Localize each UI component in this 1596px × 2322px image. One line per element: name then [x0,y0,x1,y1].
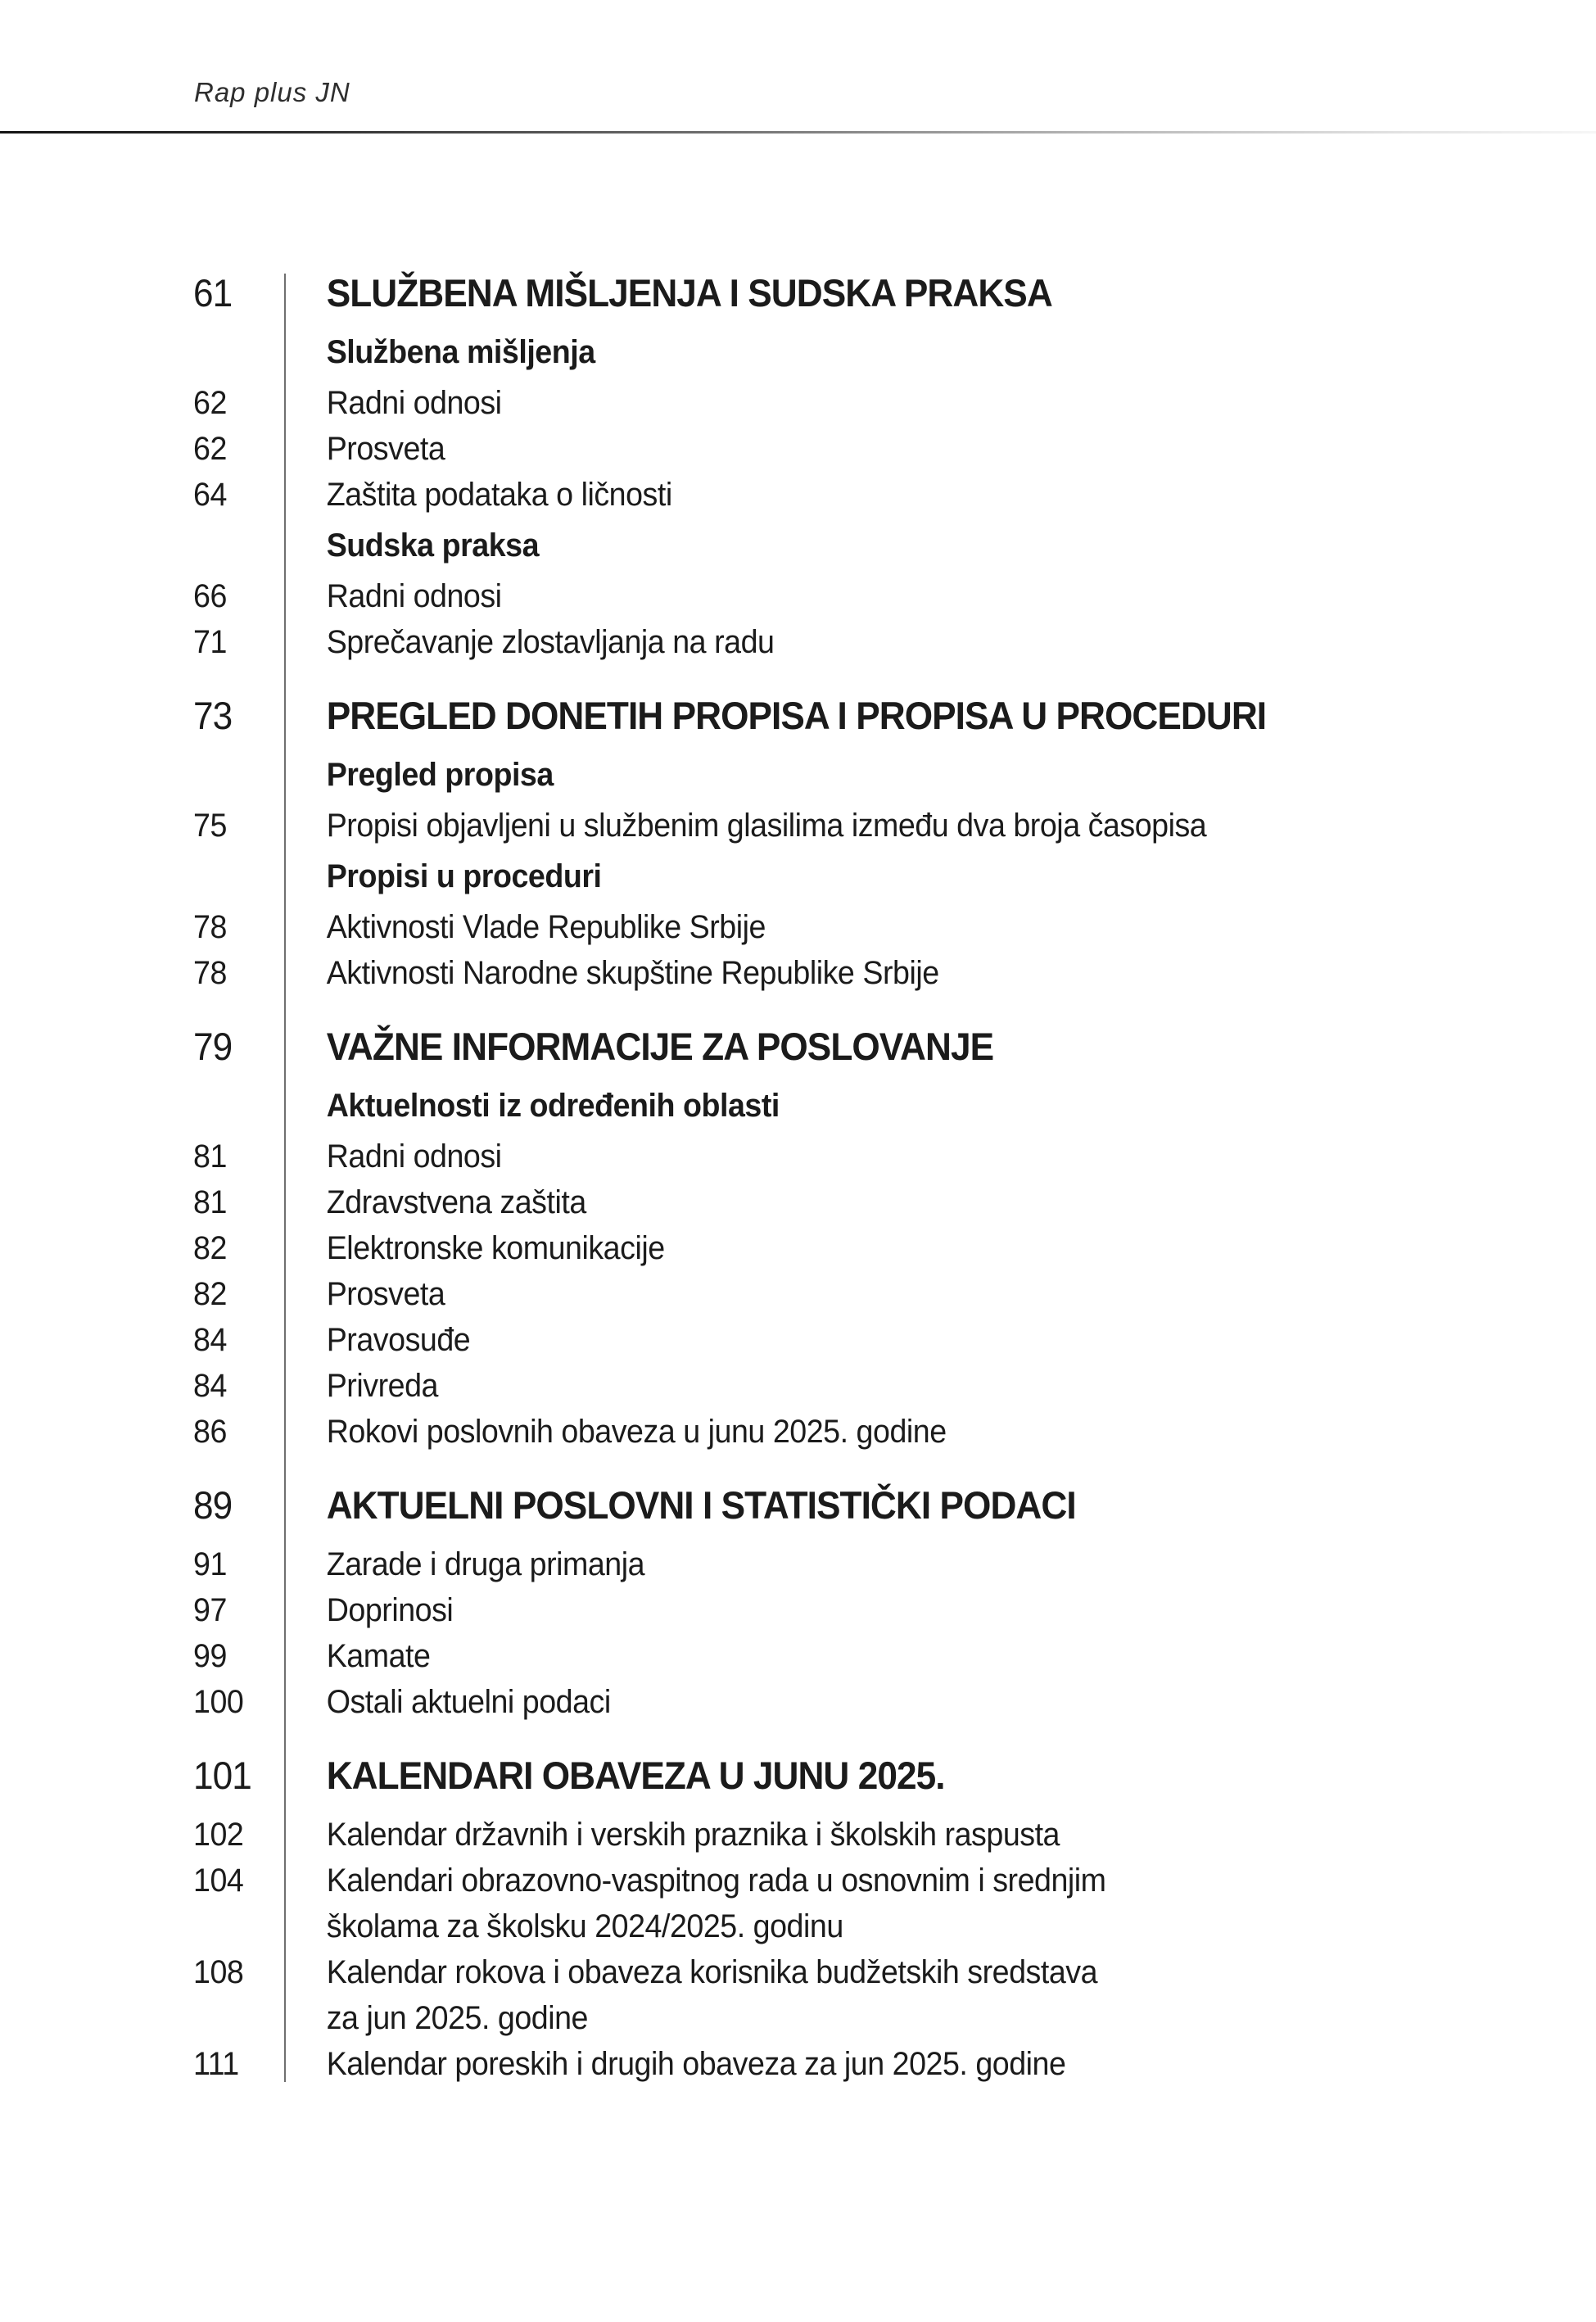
page-number: 81 [193,1138,227,1175]
toc-entry-row [193,950,1471,996]
toc-section-row [193,1479,1471,1532]
table-of-contents [193,242,1471,2087]
entry-title [284,619,774,665]
page-number: 102 [193,1817,244,1853]
toc-entry-row [193,1317,1471,1363]
toc-entry-row [193,426,1471,472]
page-number: 66 [193,578,227,614]
toc-entry-row [193,1949,1471,2041]
toc-section-row [193,690,1471,742]
entry-title [284,1271,445,1317]
toc-rows [193,267,1471,2087]
page-number: 64 [193,477,227,513]
entry-title-line: Doprinosi [326,1592,454,1628]
entry-title [284,1317,470,1363]
entry-title [284,2041,1065,2087]
entry-title-line: Pregled propisa [326,757,554,793]
page-number: 89 [193,1483,233,1527]
entry-title [284,1021,993,1073]
toc-entry-row [193,1633,1471,1679]
page-number: 111 [193,2046,239,2082]
toc-subheading-row [193,853,1471,899]
entry-title [284,904,766,950]
page-number: 99 [193,1638,227,1674]
page-number: 84 [193,1322,227,1358]
page-number: 91 [193,1546,227,1582]
entry-title-line: KALENDARI OBAVEZA U JUNU 2025. [326,1754,945,1797]
toc-entry-row [193,1134,1471,1179]
entry-title [284,1134,502,1179]
entry-title-line: Ostali aktuelni podaci [326,1684,611,1720]
entry-title [284,803,1206,849]
toc-entry-row [193,472,1471,518]
entry-title-line: AKTUELNI POSLOVNI I STATISTIČKI PODACI [326,1483,1076,1527]
entry-title-line: Elektronske komunikacije [326,1230,665,1266]
page-number: 78 [193,955,227,991]
entry-title-line: Propisi u proceduri [326,858,602,894]
entry-title-line: Aktuelnosti iz određenih oblasti [326,1088,780,1124]
entry-title-line: SLUŽBENA MIŠLJENJA I SUDSKA PRAKSA [326,271,1052,315]
toc-entry-row [193,1409,1471,1455]
entry-title-line: Kalendar rokova i obaveza korisnika budžetskih sredstava [326,1954,1098,1990]
toc-entry-row [193,1587,1471,1633]
brand-title: Rap plus JN [194,77,350,107]
toc-entry-row [193,1679,1471,1725]
entry-title-line: Rokovi poslovnih obaveza u junu 2025. godine [326,1414,947,1450]
entry-title-line: Sudska praksa [326,527,540,564]
entry-title-line: Zdravstvena zaštita [326,1184,586,1220]
page-number: 82 [193,1276,227,1312]
entry-title [284,1225,665,1271]
entry-title [284,1679,611,1725]
entry-title-line: VAŽNE INFORMACIJE ZA POSLOVANJE [326,1025,994,1068]
entry-title-line: PREGLED DONETIH PROPISA I PROPISA U PROCEDURI [326,694,1267,737]
toc-section-row [193,1749,1471,1802]
page-number: 108 [193,1954,244,1990]
page-number: 100 [193,1684,244,1720]
entry-title [284,1083,780,1129]
toc-entry-row [193,904,1471,950]
page-number: 97 [193,1592,227,1628]
entry-title-line: za jun 2025. godine [326,2000,589,2036]
page-number: 79 [193,1025,233,1068]
entry-title-line: školama za školsku 2024/2025. godinu [326,1908,843,1944]
entry-title [284,1633,430,1679]
entry-title-line: Aktivnosti Narodne skupštine Republike Srbije [326,955,939,991]
entry-title-line: Propisi objavljeni u službenim glasilima između dva broja časopisa [326,808,1207,844]
entry-title-line: Kalendar državnih i verskih praznika i školskih raspusta [326,1817,1060,1853]
toc-subheading-row [193,1083,1471,1129]
entry-title-line: Privreda [326,1368,438,1404]
page-number: 82 [193,1230,227,1266]
entry-title-line: Kamate [326,1638,431,1674]
page-number: 62 [193,431,227,467]
page-number: 104 [193,1863,244,1899]
entry-title-line: Radni odnosi [326,385,502,421]
entry-title [284,380,502,426]
entry-title-line: Kalendari obrazovno-vaspitnog rada u osnovnim i srednjim [326,1863,1106,1899]
entry-title-line: Prosveta [326,431,445,467]
entry-title [284,1858,1106,1949]
toc-subheading-row [193,523,1471,568]
toc-subheading-row [193,329,1471,375]
entry-title-line: Radni odnosi [326,578,502,614]
page-number: 62 [193,385,227,421]
entry-title [284,752,554,798]
entry-title [284,1409,947,1455]
entry-title [284,950,939,996]
entry-title-line: Zarade i druga primanja [326,1546,645,1582]
toc-entry-row [193,1225,1471,1271]
entry-title [284,1541,644,1587]
page-number: 73 [193,694,233,737]
page-number: 84 [193,1368,227,1404]
page-number: 71 [193,624,227,660]
page-number: 78 [193,909,227,945]
entry-title [284,472,672,518]
entry-title [284,1812,1060,1858]
entry-title-line: Zaštita podataka o ličnosti [326,477,672,513]
page-number: 81 [193,1184,227,1220]
page-number: 101 [193,1754,251,1797]
entry-title-line: Kalendar poreskih i drugih obaveza za jun 2025. godine [326,2046,1066,2082]
entry-title-line: Službena mišljenja [326,334,595,370]
entry-title [284,1363,438,1409]
toc-entry-row [193,803,1471,849]
toc-entry-row [193,1363,1471,1409]
entry-title [284,329,595,375]
toc-entry-row [193,1271,1471,1317]
entry-title-line: Pravosuđe [326,1322,471,1358]
toc-subheading-row [193,752,1471,798]
entry-title [284,1179,586,1225]
toc-entry-row [193,1541,1471,1587]
entry-title-line: Sprečavanje zlostavljanja na radu [326,624,775,660]
entry-title [284,1479,1076,1532]
entry-title-line: Aktivnosti Vlade Republike Srbije [326,909,766,945]
entry-title [284,573,502,619]
toc-entry-row [193,573,1471,619]
entry-title [284,853,601,899]
page-number: 86 [193,1414,227,1450]
toc-section-row [193,1021,1471,1073]
page-number: 61 [193,271,233,315]
toc-entry-row [193,2041,1471,2087]
entry-title [284,1749,945,1802]
page-number: 75 [193,808,227,844]
toc-entry-row [193,1179,1471,1225]
entry-title [284,1587,453,1633]
entry-title [284,426,445,472]
entry-title-line: Radni odnosi [326,1138,502,1175]
toc-entry-row [193,1812,1471,1858]
entry-title-line: Prosveta [326,1276,445,1312]
toc-section-row [193,267,1471,319]
header-rule [0,131,1596,134]
toc-entry-row [193,1858,1471,1949]
entry-title [284,1949,1097,2041]
toc-entry-row [193,619,1471,665]
entry-title [284,523,539,568]
entry-title [284,690,1266,742]
entry-title [284,267,1052,319]
toc-entry-row [193,380,1471,426]
